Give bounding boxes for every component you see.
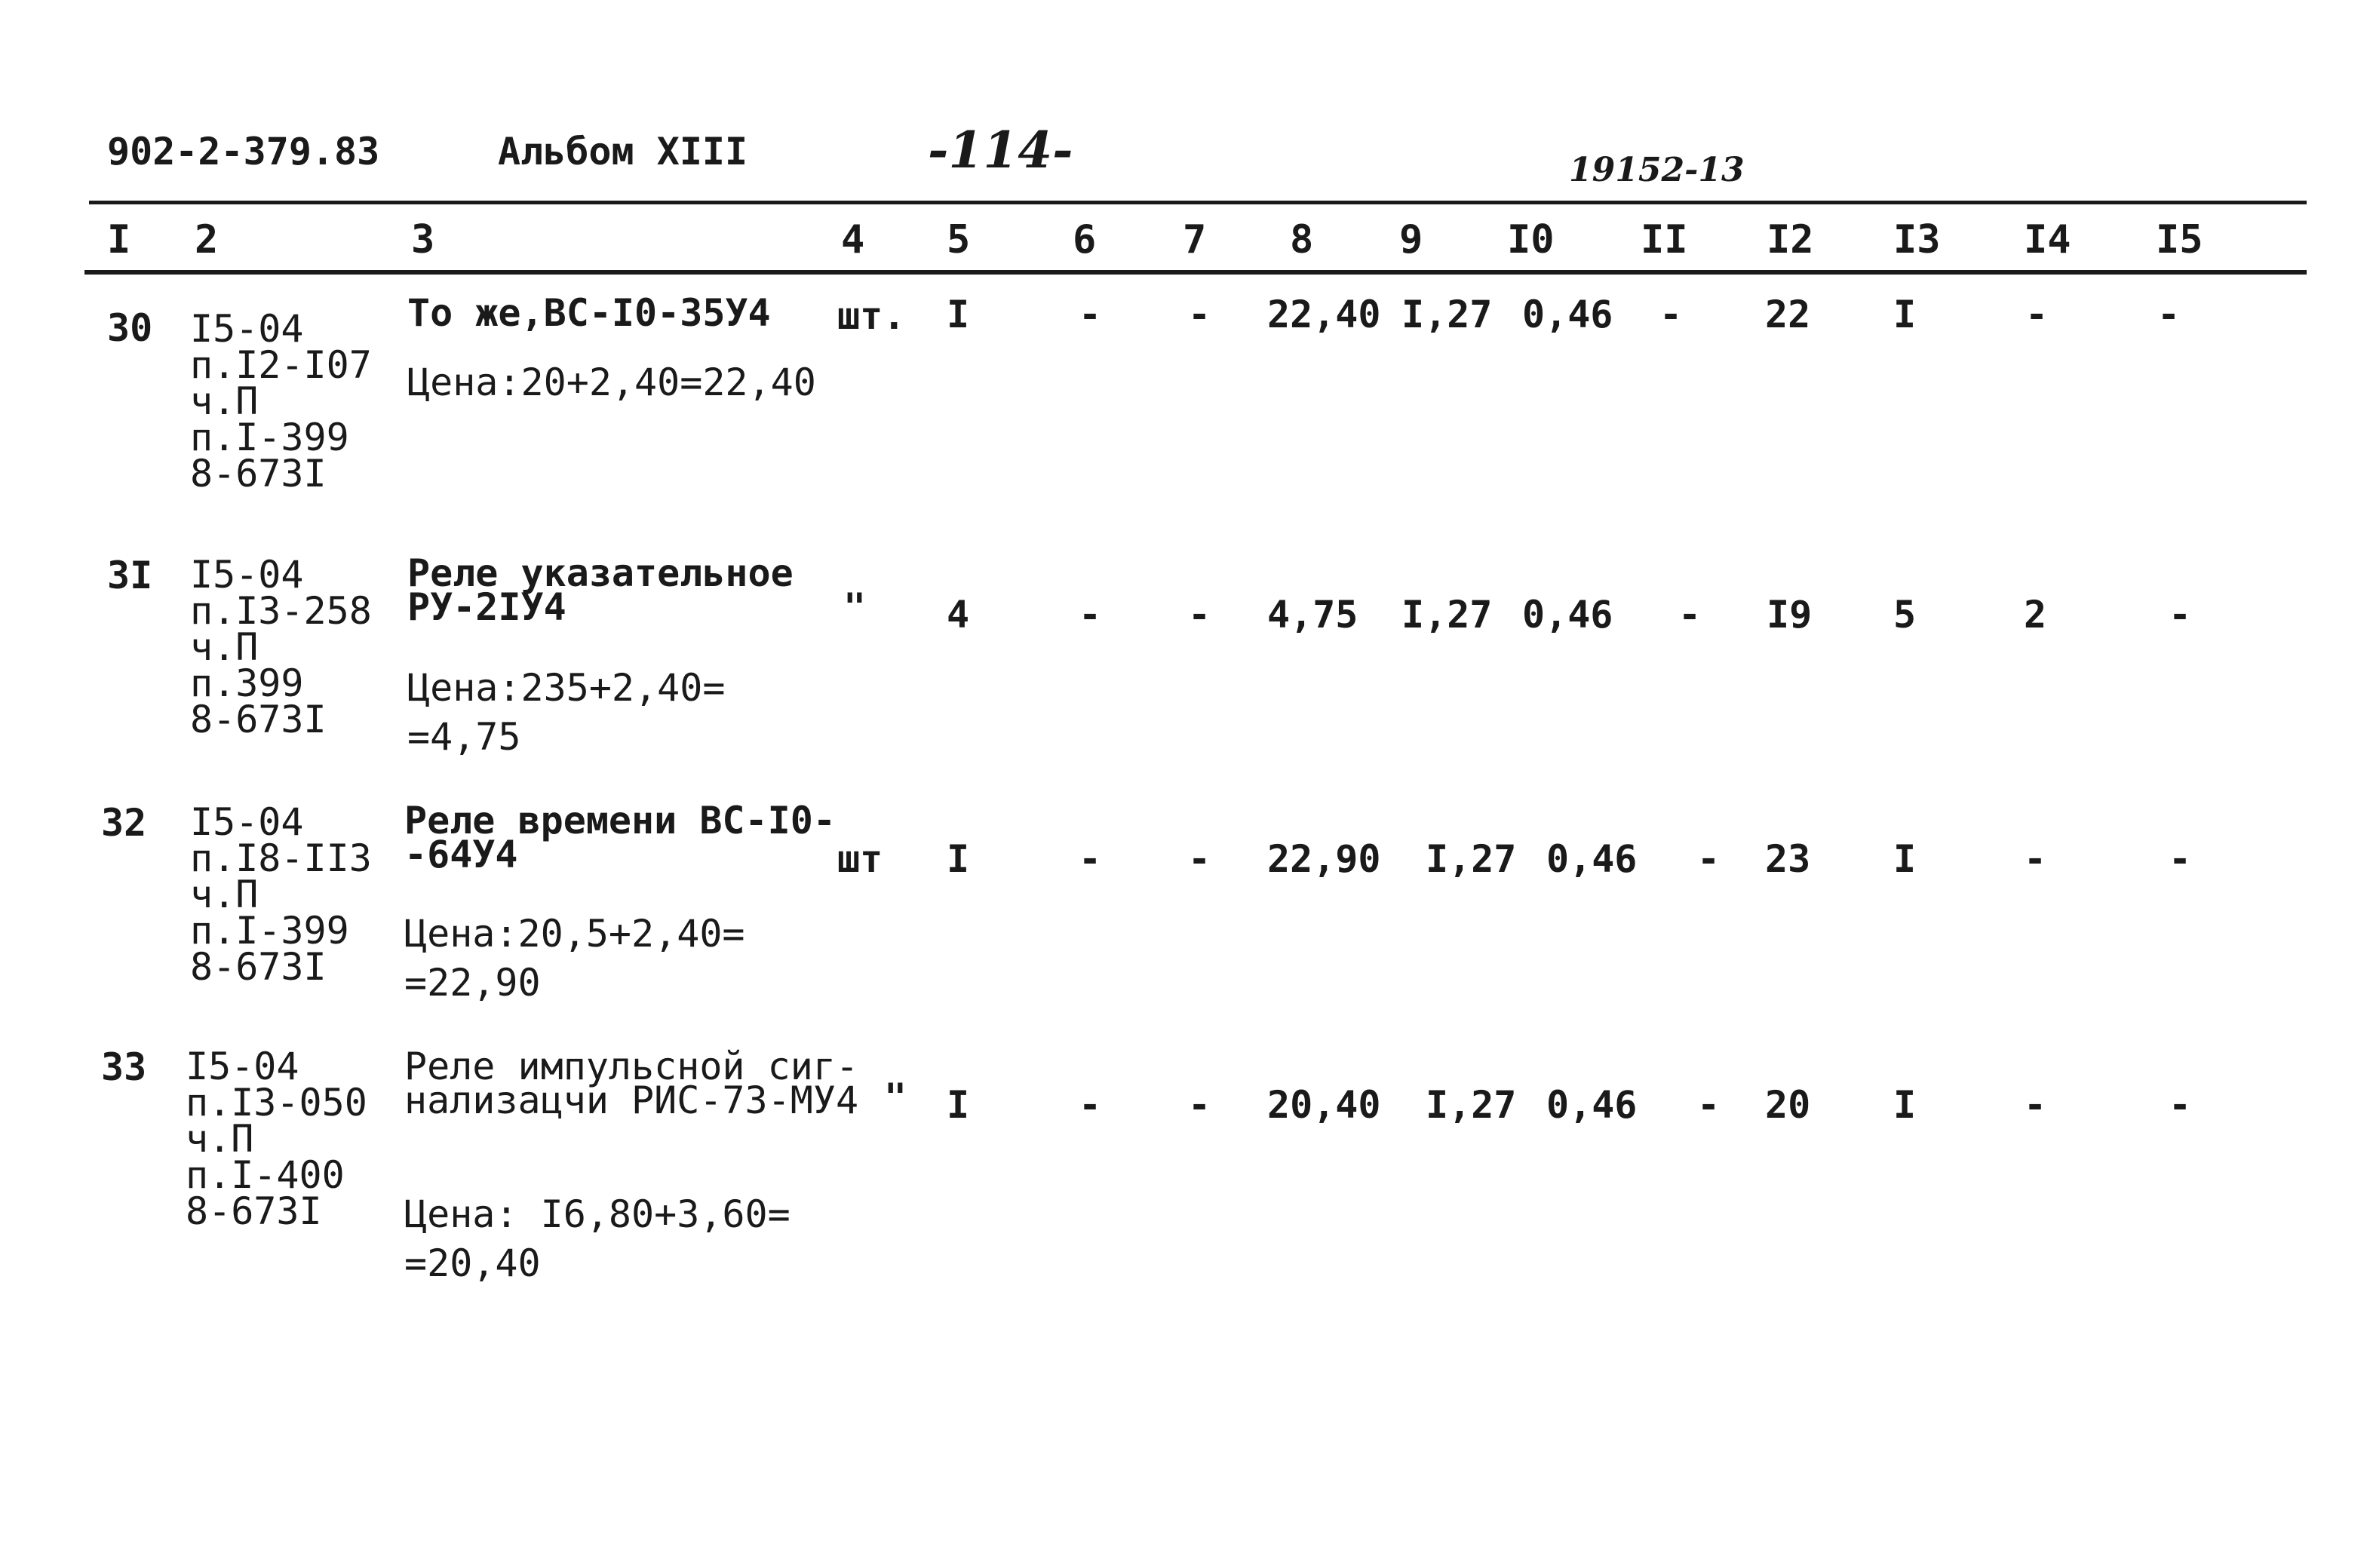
- col-num-8: 8: [1290, 217, 1314, 262]
- col9-value: I,27: [1426, 837, 1517, 881]
- col11-value: -: [1697, 837, 1721, 881]
- col12-value: 23: [1765, 837, 1811, 881]
- col12-value: I9: [1767, 593, 1813, 637]
- col15-value: -: [2169, 1083, 2192, 1127]
- row-reference: I5-04 п.I3-050 ч.П п.I-400 8-673I: [186, 1045, 367, 1233]
- col8-value: 22,90: [1267, 837, 1381, 881]
- col-num-13: I3: [1893, 217, 1941, 262]
- col-num-11: II: [1641, 217, 1688, 262]
- inventory-number: 19152-13: [1569, 151, 1745, 189]
- col10-value: 0,46: [1546, 1083, 1638, 1127]
- unit: шт: [837, 837, 883, 881]
- item-price: Цена: I6,80+3,60= =20,40: [404, 1192, 791, 1285]
- col9-value: I,27: [1401, 293, 1493, 336]
- col13-value: I: [1893, 293, 1917, 336]
- col14-value: -: [2024, 1083, 2047, 1127]
- col-num-5: 5: [947, 217, 971, 262]
- col6-value: -: [1079, 293, 1102, 336]
- col15-value: -: [2169, 593, 2192, 637]
- table-header-rule: [84, 270, 2307, 275]
- col11-value: -: [1697, 1083, 1721, 1127]
- col14-value: -: [2024, 837, 2047, 881]
- col-num-15: I5: [2156, 217, 2203, 262]
- unit: ": [884, 1076, 907, 1119]
- row-reference: I5-04 п.I2-I07 ч.П п.I-399 8-673I: [190, 307, 372, 496]
- col13-value: I: [1893, 837, 1917, 881]
- col6-value: -: [1079, 837, 1102, 881]
- col-num-2: 2: [195, 217, 219, 262]
- col12-value: 20: [1765, 1083, 1811, 1127]
- col15-value: -: [2169, 837, 2192, 881]
- col14-value: -: [2025, 293, 2049, 336]
- row-number: 3I: [107, 554, 153, 597]
- col-num-1: I: [107, 217, 131, 262]
- unit: ": [843, 585, 867, 629]
- row-number: 30: [107, 306, 153, 350]
- col15-value: -: [2157, 293, 2181, 336]
- item-price: Цена:20+2,40=22,40: [407, 361, 816, 404]
- col-num-10: I0: [1507, 217, 1555, 262]
- col7-value: -: [1188, 293, 1211, 336]
- col-num-14: I4: [2024, 217, 2071, 262]
- album-title: Альбом XIII: [498, 130, 748, 173]
- doc-code: 902-2-379.83: [107, 130, 380, 173]
- col7-value: -: [1188, 593, 1211, 637]
- col9-value: I,27: [1426, 1083, 1517, 1127]
- unit: шт.: [837, 294, 906, 338]
- col14-value: 2: [2024, 593, 2047, 637]
- col8-value: 4,75: [1267, 593, 1358, 637]
- col11-value: -: [1659, 293, 1683, 336]
- item-name: Реле импульсной сиг- нализацчи РИС-73-МУ4: [404, 1045, 859, 1122]
- item-price: Цена:235+2,40= =4,75: [407, 666, 726, 759]
- quantity: I: [947, 837, 970, 881]
- quantity: I: [947, 1083, 970, 1127]
- col8-value: 20,40: [1267, 1083, 1381, 1127]
- page-number-mark: -114-: [928, 121, 1073, 180]
- item-price: Цена:20,5+2,40= =22,90: [404, 912, 745, 1005]
- col13-value: I: [1893, 1083, 1917, 1127]
- col11-value: -: [1678, 593, 1702, 637]
- col10-value: 0,46: [1522, 293, 1613, 336]
- col-num-12: I2: [1767, 217, 1814, 262]
- col-num-7: 7: [1183, 217, 1207, 262]
- col12-value: 22: [1765, 293, 1811, 336]
- col7-value: -: [1188, 837, 1211, 881]
- table-top-rule: [89, 201, 2307, 204]
- col6-value: -: [1079, 1083, 1102, 1127]
- col8-value: 22,40: [1267, 293, 1381, 336]
- quantity: I: [947, 293, 970, 336]
- row-number: 33: [101, 1045, 147, 1089]
- quantity: 4: [947, 593, 970, 637]
- col9-value: I,27: [1401, 593, 1493, 637]
- col-num-6: 6: [1073, 217, 1097, 262]
- col7-value: -: [1188, 1083, 1211, 1127]
- col10-value: 0,46: [1546, 837, 1638, 881]
- item-name: Реле указательное РУ-2IУ4: [407, 551, 794, 629]
- item-name: То же,ВС-I0-35У4: [407, 291, 771, 335]
- col-num-9: 9: [1399, 217, 1423, 262]
- col6-value: -: [1079, 593, 1102, 637]
- col10-value: 0,46: [1522, 593, 1613, 637]
- item-name: Реле времени ВС-I0- -64У4: [404, 799, 836, 876]
- col-num-4: 4: [841, 217, 865, 262]
- row-number: 32: [101, 801, 147, 845]
- col13-value: 5: [1893, 593, 1917, 637]
- row-reference: I5-04 п.I8-II3 ч.П п.I-399 8-673I: [190, 800, 372, 989]
- col-num-3: 3: [411, 217, 435, 262]
- row-reference: I5-04 п.I3-258 ч.П п.399 8-673I: [190, 553, 372, 741]
